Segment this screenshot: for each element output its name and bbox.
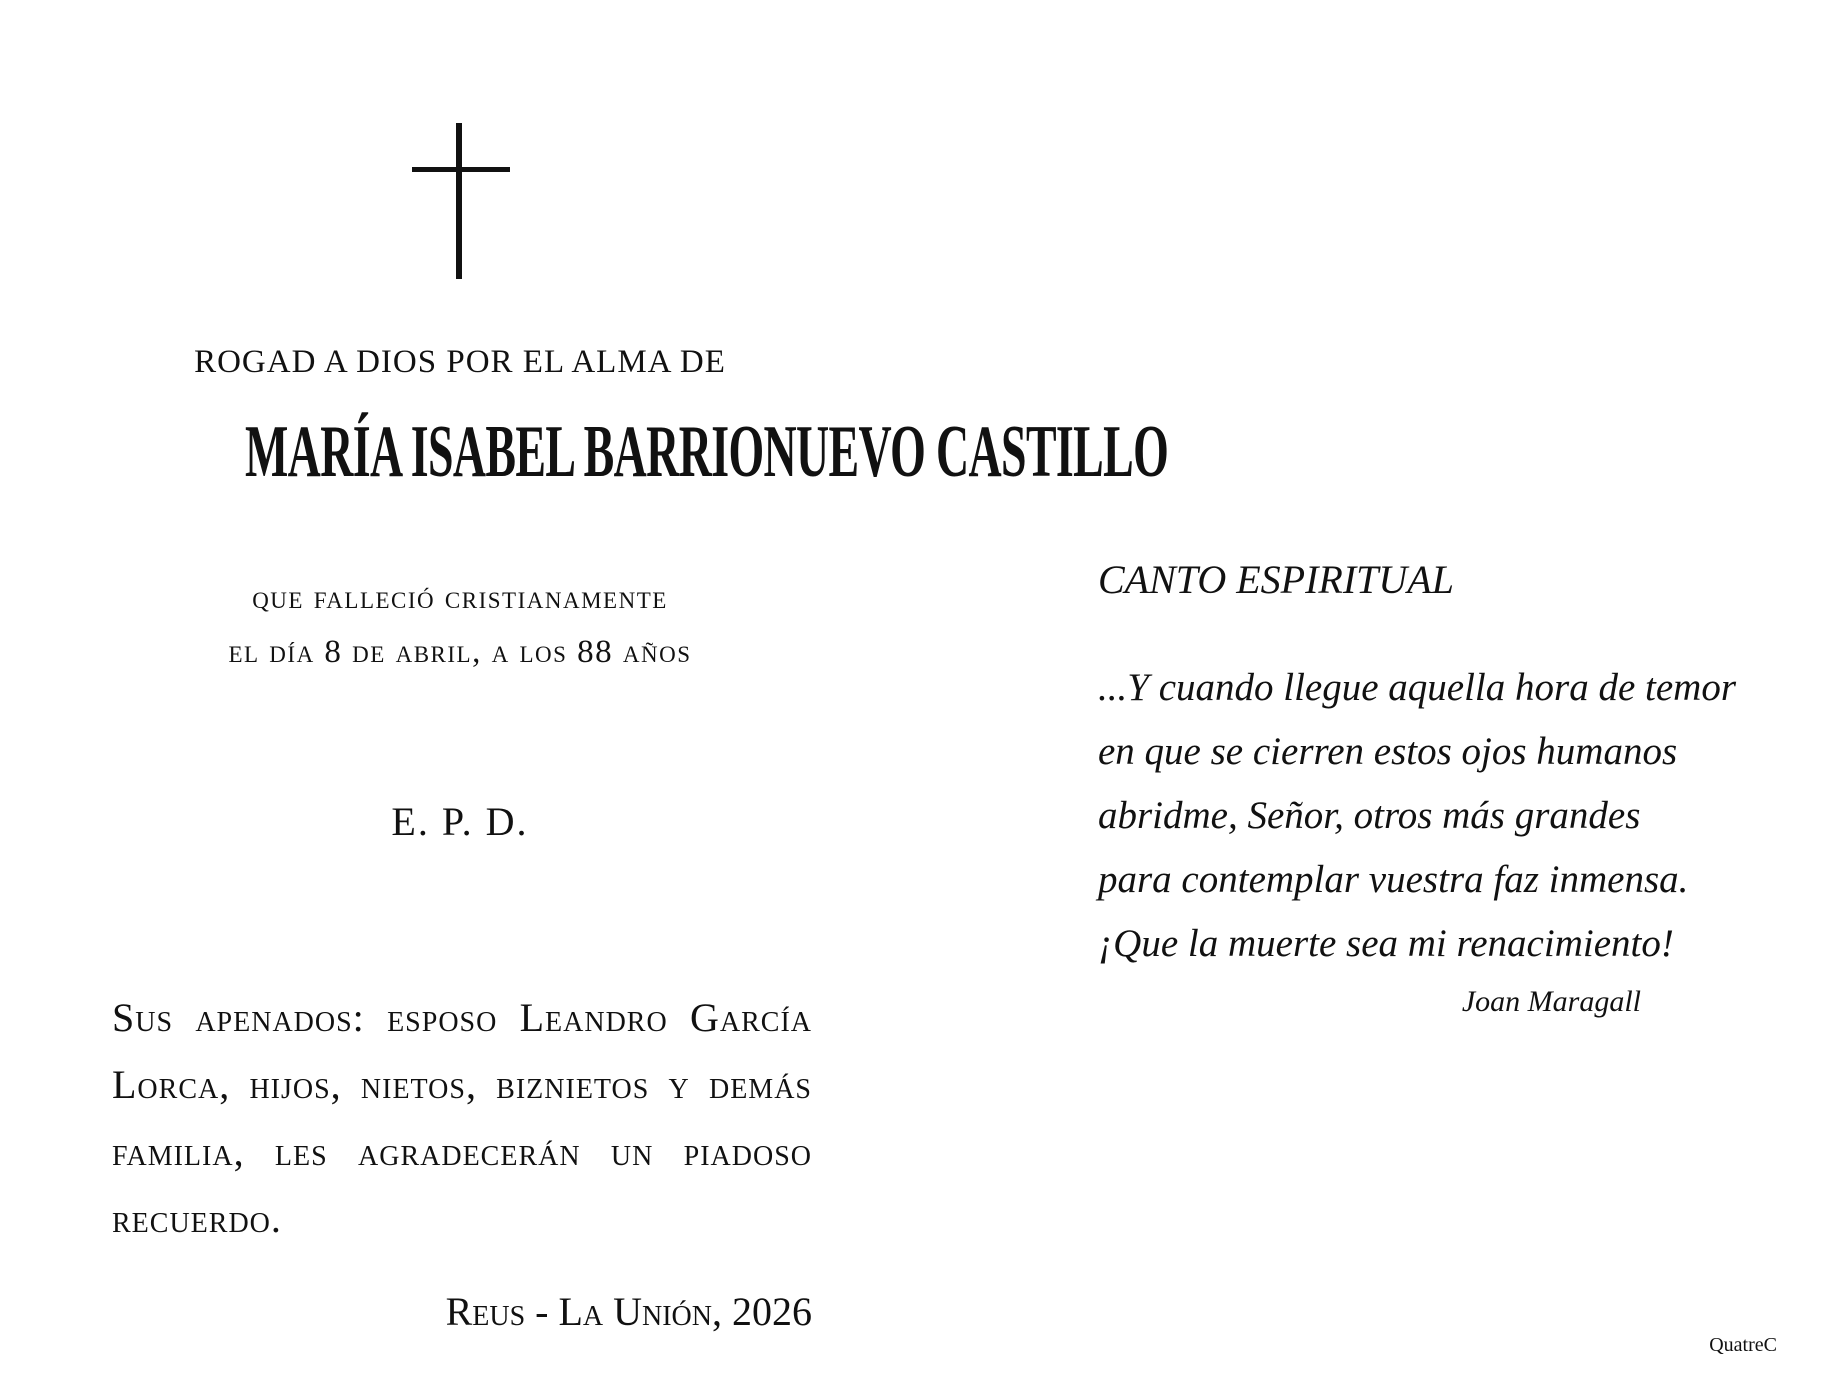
pray-line: ROGAD A DIOS POR EL ALMA DE — [194, 344, 726, 380]
brand-mark: QuatreC — [1709, 1334, 1777, 1356]
right-panel — [920, 0, 1831, 1394]
epd-abbreviation: E. P. D. — [391, 799, 529, 844]
death-line-2: el día 8 de abril, a los 88 años — [228, 634, 692, 670]
poem-line: para contemplar vuestra faz inmensa. — [1098, 858, 1689, 901]
place-date: Reus - La Unión, 2026 — [445, 1289, 812, 1334]
death-line-1: que falleció cristianamente — [252, 580, 668, 616]
poem-title: CANTO ESPIRITUAL — [1098, 557, 1454, 602]
family-text: Sus apenados: esposo Leandro García Lorca, hijos, nietos, biznietos y demás familia, les agradecerán un piadoso recuerdo. — [112, 995, 812, 1241]
deceased-name: MARÍA ISABEL BARRIONUEVO CASTILLO — [245, 411, 1169, 493]
poem-line: abridme, Señor, otros más grandes — [1098, 794, 1641, 837]
poem-line: en que se cierren estos ojos humanos — [1098, 730, 1678, 773]
poem-line: ¡Que la muerte sea mi renacimiento! — [1098, 922, 1674, 965]
cross-vertical-bar — [456, 123, 462, 279]
poem-author: Joan Maragall — [1461, 985, 1641, 1018]
poem — [1098, 656, 1798, 976]
cross-horizontal-bar — [412, 167, 510, 172]
poem-line: ...Y cuando llegue aquella hora de temor — [1098, 666, 1736, 709]
latin-cross-icon — [412, 123, 510, 279]
